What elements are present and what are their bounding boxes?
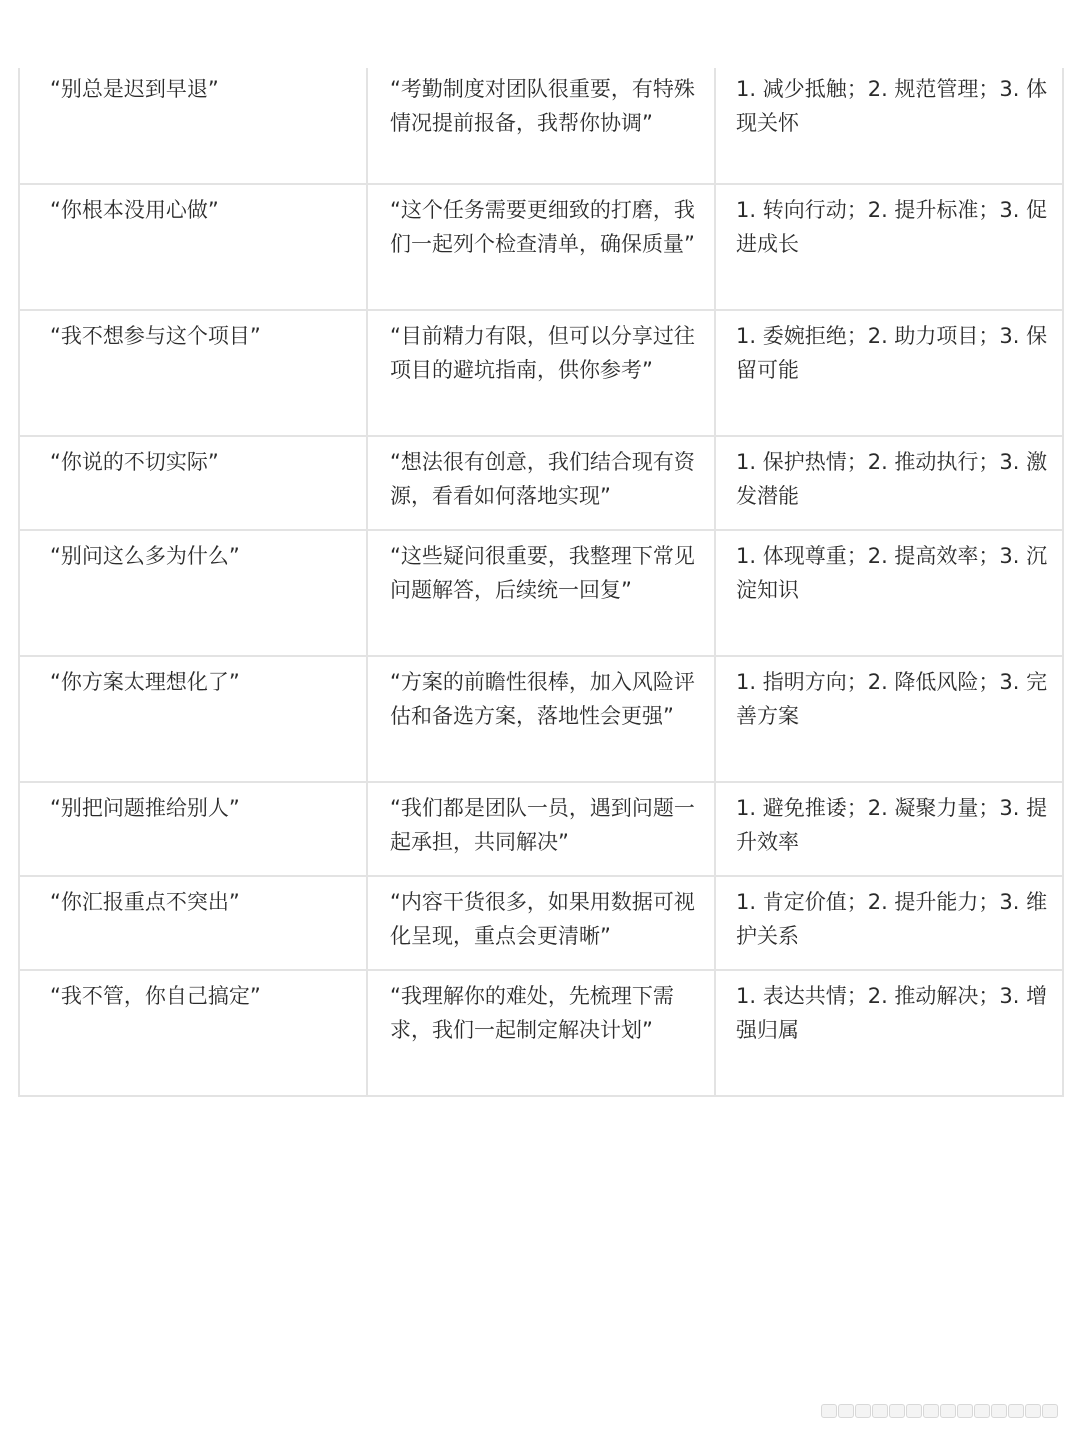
better-response-cell: “目前精力有限，但可以分享过往项目的避坑指南，供你参考” (367, 310, 715, 436)
watermark (820, 1404, 1058, 1418)
better-response-cell: “方案的前瞻性很棒，加入风险评估和备选方案，落地性会更强” (367, 656, 715, 782)
original-phrase-cell: “别问这么多为什么” (19, 530, 367, 656)
original-phrase-cell: “我不管，你自己搞定” (19, 970, 367, 1096)
benefits-cell: 1. 保护热情；2. 推动执行；3. 激发潜能 (715, 436, 1063, 530)
benefits-cell: 1. 表达共情；2. 推动解决；3. 增强归属 (715, 970, 1063, 1096)
better-response-cell: “内容干货很多，如果用数据可视化呈现，重点会更清晰” (367, 876, 715, 970)
original-phrase-cell: “你根本没用心做” (19, 184, 367, 310)
table-row (19, 876, 1063, 970)
table-row (19, 656, 1063, 782)
watermark-mark (872, 1404, 888, 1418)
benefits-cell: 1. 转向行动；2. 提升标准；3. 促进成长 (715, 184, 1063, 310)
benefits-cell: 1. 避免推诿；2. 凝聚力量；3. 提升效率 (715, 782, 1063, 876)
original-phrase-cell: “你方案太理想化了” (19, 656, 367, 782)
table-row (19, 68, 1063, 184)
phrase-table (18, 68, 1064, 1097)
watermark-mark (889, 1404, 905, 1418)
benefits-cell: 1. 指明方向；2. 降低风险；3. 完善方案 (715, 656, 1063, 782)
better-response-cell: “我们都是团队一员，遇到问题一起承担，共同解决” (367, 782, 715, 876)
table-row (19, 436, 1063, 530)
original-phrase-cell: “你汇报重点不突出” (19, 876, 367, 970)
watermark-mark (1008, 1404, 1024, 1418)
watermark-mark (906, 1404, 922, 1418)
better-response-cell: “我理解你的难处，先梳理下需求，我们一起制定解决计划” (367, 970, 715, 1096)
watermark-mark (940, 1404, 956, 1418)
benefits-cell: 1. 减少抵触；2. 规范管理；3. 体现关怀 (715, 68, 1063, 184)
original-phrase-cell: “我不想参与这个项目” (19, 310, 367, 436)
original-phrase-cell: “你说的不切实际” (19, 436, 367, 530)
better-response-cell: “这些疑问很重要，我整理下常见问题解答，后续统一回复” (367, 530, 715, 656)
original-phrase-cell: “别总是迟到早退” (19, 68, 367, 184)
better-response-cell: “考勤制度对团队很重要，有特殊情况提前报备，我帮你协调” (367, 68, 715, 184)
table-row (19, 530, 1063, 656)
watermark-mark (821, 1404, 837, 1418)
watermark-mark (974, 1404, 990, 1418)
watermark-mark (855, 1404, 871, 1418)
table-row (19, 970, 1063, 1096)
table-row (19, 184, 1063, 310)
watermark-mark (923, 1404, 939, 1418)
better-response-cell: “想法很有创意，我们结合现有资源，看看如何落地实现” (367, 436, 715, 530)
benefits-cell: 1. 肯定价值；2. 提升能力；3. 维护关系 (715, 876, 1063, 970)
watermark-mark (1025, 1404, 1041, 1418)
table-row (19, 310, 1063, 436)
benefits-cell: 1. 委婉拒绝；2. 助力项目；3. 保留可能 (715, 310, 1063, 436)
original-phrase-cell: “别把问题推给别人” (19, 782, 367, 876)
better-response-cell: “这个任务需要更细致的打磨，我们一起列个检查清单，确保质量” (367, 184, 715, 310)
watermark-mark (957, 1404, 973, 1418)
benefits-cell: 1. 体现尊重；2. 提高效率；3. 沉淀知识 (715, 530, 1063, 656)
watermark-mark (991, 1404, 1007, 1418)
watermark-mark (1042, 1404, 1058, 1418)
watermark-mark (838, 1404, 854, 1418)
phrase-table-container (18, 68, 1062, 1097)
table-row (19, 782, 1063, 876)
